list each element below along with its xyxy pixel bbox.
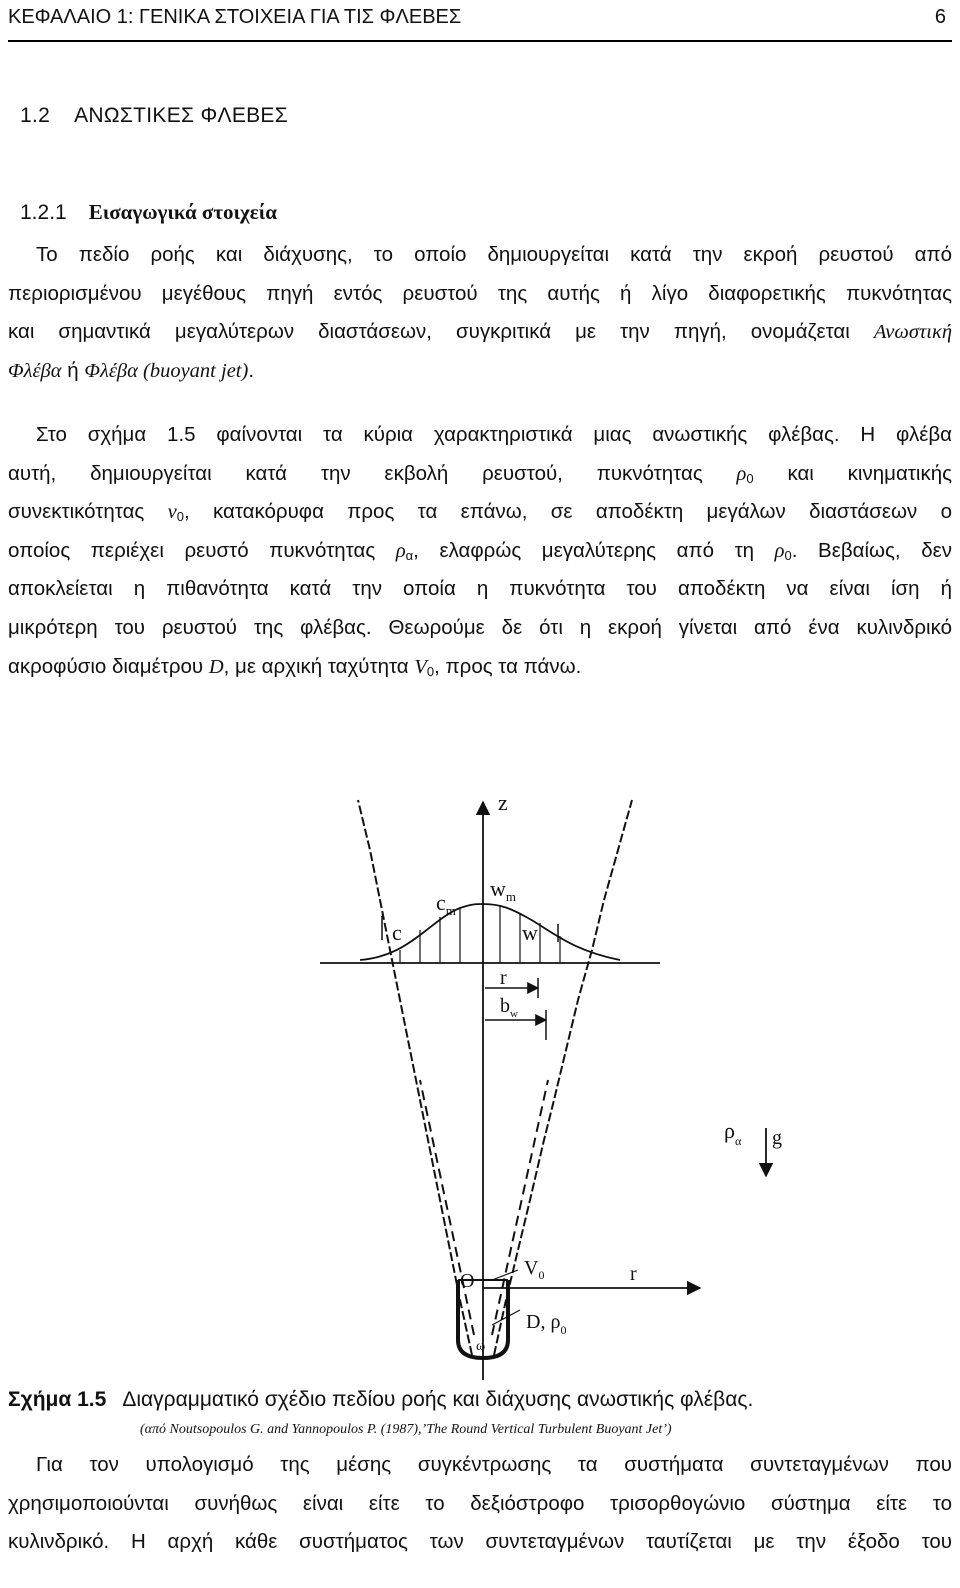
running-header: [8, 4, 952, 42]
text-line: Το πεδίο ροής και διάχυσης, το οποίο δημιουργείται κατά την εκροή ρευστού από: [36, 243, 952, 266]
page-number: 6: [934, 6, 946, 28]
r-axis-label: r: [630, 1263, 637, 1285]
text-line: χρησιμοποιούνται συνήθως είναι είτε το δεξιόστροφο τρισορθογώνιο σύστημα είτε το: [8, 1491, 952, 1515]
jet-inner-line-right: [492, 1080, 548, 1335]
figure-caption: [8, 1388, 753, 1412]
jet-inner-line-left: [420, 1080, 474, 1335]
paragraph-coordinates: [8, 1446, 952, 1562]
caption-label: Σχήμα 1.5: [8, 1388, 107, 1411]
text-line: οποίος περιέχει ρευστό πυκνότητας $\rho_\alpha$, ελαφρώς μεγαλύτερης από τη $\rho_0$. Βεβαίως, δεν: [8, 538, 953, 563]
rho-a-label: $\rho_\alpha$: [724, 1118, 742, 1148]
r-dimension-label: r: [500, 967, 507, 989]
wm-label: $w_m$: [490, 876, 517, 904]
paragraph-intro: [8, 236, 952, 390]
z-axis-label: z: [498, 790, 508, 815]
text-line: μικρότερη του ρευστού της φλέβας. Θεωρούμε δε ότι η εκροή γίνεται από ένα κυλινδρικό: [8, 615, 952, 639]
section-title: ΑΝΩΣΤΙΚΕΣ ΦΛΕΒΕΣ: [74, 104, 289, 127]
cm-label: $c_m$: [436, 890, 456, 918]
paragraph-figure-description: [8, 416, 952, 686]
c-label: c: [392, 920, 402, 945]
w-label: w: [522, 920, 538, 945]
chapter-title: ΚΕΦΑΛΑΙΟ 1: ΓΕΝΙΚΑ ΣΤΟΙΧΕΙΑ ΓΙΑ ΤΙΣ ΦΛΕΒΕΣ: [8, 6, 462, 28]
text-line: συνεκτικότητας $\nu_0$, κατακόρυφα προς τα επάνω, σε αποδέκτη μεγάλων διαστάσεων ο: [8, 500, 952, 525]
buoyant-jet-diagram: [300, 780, 800, 1380]
origin-label: O: [460, 1270, 475, 1292]
text-line: κυλινδρικό. Η αρχή κάθε συστήματος των συντεταγμένων ταυτίζεται με την έξοδο του: [8, 1530, 952, 1554]
bw-label: $b_w$: [500, 995, 518, 1020]
text-line: Στο σχήμα 1.5 φαίνονται τα κύρια χαρακτηριστικά μιας ανωστικής φλέβας. Η φλέβα: [36, 423, 952, 446]
g-label: g: [772, 1127, 782, 1149]
d-rho-label: D, $\rho_0$: [526, 1311, 567, 1337]
section-heading: [20, 104, 288, 128]
subsection-number: 1.2.1: [20, 201, 67, 224]
text-line: Για τον υπολογισμό της μέσης συγκέντρωσης τα συστήματα συντεταγμένων που: [36, 1453, 952, 1476]
text-line: περιορισμένου μεγέθους πηγή εντός ρευστού της αυτής ή λίγο διαφορετικής πυκνότητας: [8, 281, 952, 305]
omega-label: ω: [476, 1339, 486, 1354]
text-line: Φλέβα ή Φλέβα (buoyant jet).: [8, 358, 255, 382]
subsection-title: Εισαγωγικά στοιχεία: [88, 200, 277, 224]
jet-outer-boundary-left: [358, 800, 475, 1355]
v0-label: $V_0$: [524, 1257, 545, 1282]
text-line: ακροφύσιο διαμέτρου D, με αρχική ταχύτητα $V_0$, προς τα πάνω.: [8, 654, 582, 679]
section-number: 1.2: [20, 104, 51, 127]
figure-source: (από Noutsopoulos G. and Yannopoulos P. (1987),’The Round Vertical Turbulent Buoyant Jet’): [140, 1422, 672, 1437]
subsection-heading: [20, 200, 277, 225]
caption-text: Διαγραμματικό σχέδιο πεδίου ροής και διάχυσης ανωστικής φλέβας.: [122, 1388, 754, 1411]
text-line: και σημαντικά μεγαλύτερων διαστάσεων, συγκριτικά με την πηγή, ονομάζεται Ανωστική: [8, 320, 952, 344]
text-line: αποκλείεται η πιθανότητα κατά την οποία η πυκνότητα του αποδέκτη να είναι ίση ή: [8, 577, 952, 601]
text-line: αυτή, δημιουργείται κατά την εκβολή ρευστού, πυκνότητας $\rho_0$ και κινηματικής: [8, 461, 952, 486]
term-emphasis: Ανωστική: [873, 321, 952, 344]
